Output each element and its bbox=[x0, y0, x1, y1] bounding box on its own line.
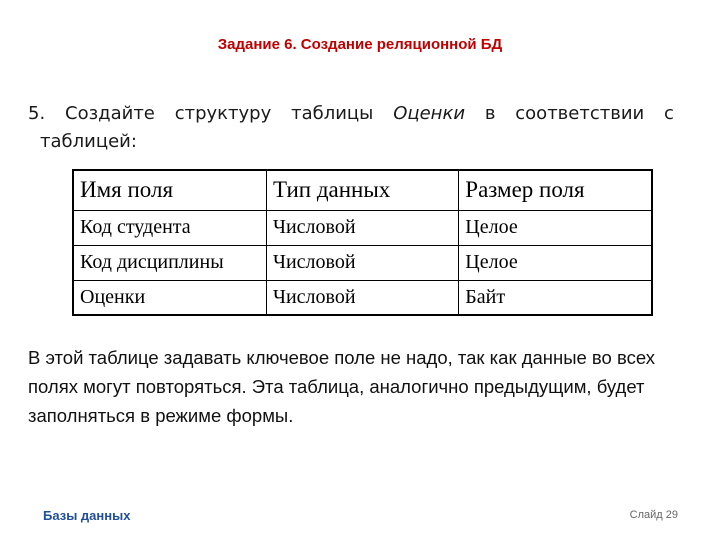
instruction-table-name: Оценки bbox=[393, 103, 466, 124]
instruction-word: таблицы bbox=[291, 103, 374, 124]
instruction-word: соответствии bbox=[515, 103, 645, 124]
instruction-number: 5. bbox=[28, 103, 46, 124]
cell-data-type: Числовой bbox=[266, 245, 458, 280]
explanation-paragraph: В этой таблице задавать ключевое поле не надо, так как данные во всех полях могут повторяться. Эта таблица, аналогично предыдущим, будет заполняться в режиме формы. bbox=[28, 347, 655, 426]
header-data-type: Тип данных bbox=[266, 170, 458, 210]
table-header-row bbox=[73, 170, 652, 210]
header-field-name: Имя поля bbox=[73, 170, 266, 210]
cell-field-size: Целое bbox=[459, 245, 652, 280]
cell-field-size: Байт bbox=[459, 280, 652, 315]
instruction-word: с bbox=[664, 103, 674, 124]
table-row bbox=[73, 210, 652, 245]
cell-data-type: Числовой bbox=[266, 280, 458, 315]
instruction-word: в bbox=[484, 103, 496, 124]
instruction-text bbox=[28, 100, 674, 156]
header-field-size: Размер поля bbox=[459, 170, 652, 210]
cell-data-type: Числовой bbox=[266, 210, 458, 245]
instruction-line-2: таблицей: bbox=[40, 131, 137, 152]
instruction-word: Создайте bbox=[65, 103, 155, 124]
cell-field-name: Код студента bbox=[73, 210, 266, 245]
slide-title: Задание 6. Создание реляционной БД bbox=[217, 36, 503, 53]
instruction-line-1 bbox=[28, 100, 674, 128]
slide-number: Слайд 29 bbox=[629, 509, 678, 521]
cell-field-name: Оценки bbox=[73, 280, 266, 315]
cell-field-name: Код дисциплины bbox=[73, 245, 266, 280]
instruction-word: структуру bbox=[174, 103, 272, 124]
table-row bbox=[73, 245, 652, 280]
table-row bbox=[73, 280, 652, 315]
fields-table bbox=[72, 169, 653, 316]
cell-field-size: Целое bbox=[459, 210, 652, 245]
footer-course-name: Базы данных bbox=[43, 508, 131, 523]
